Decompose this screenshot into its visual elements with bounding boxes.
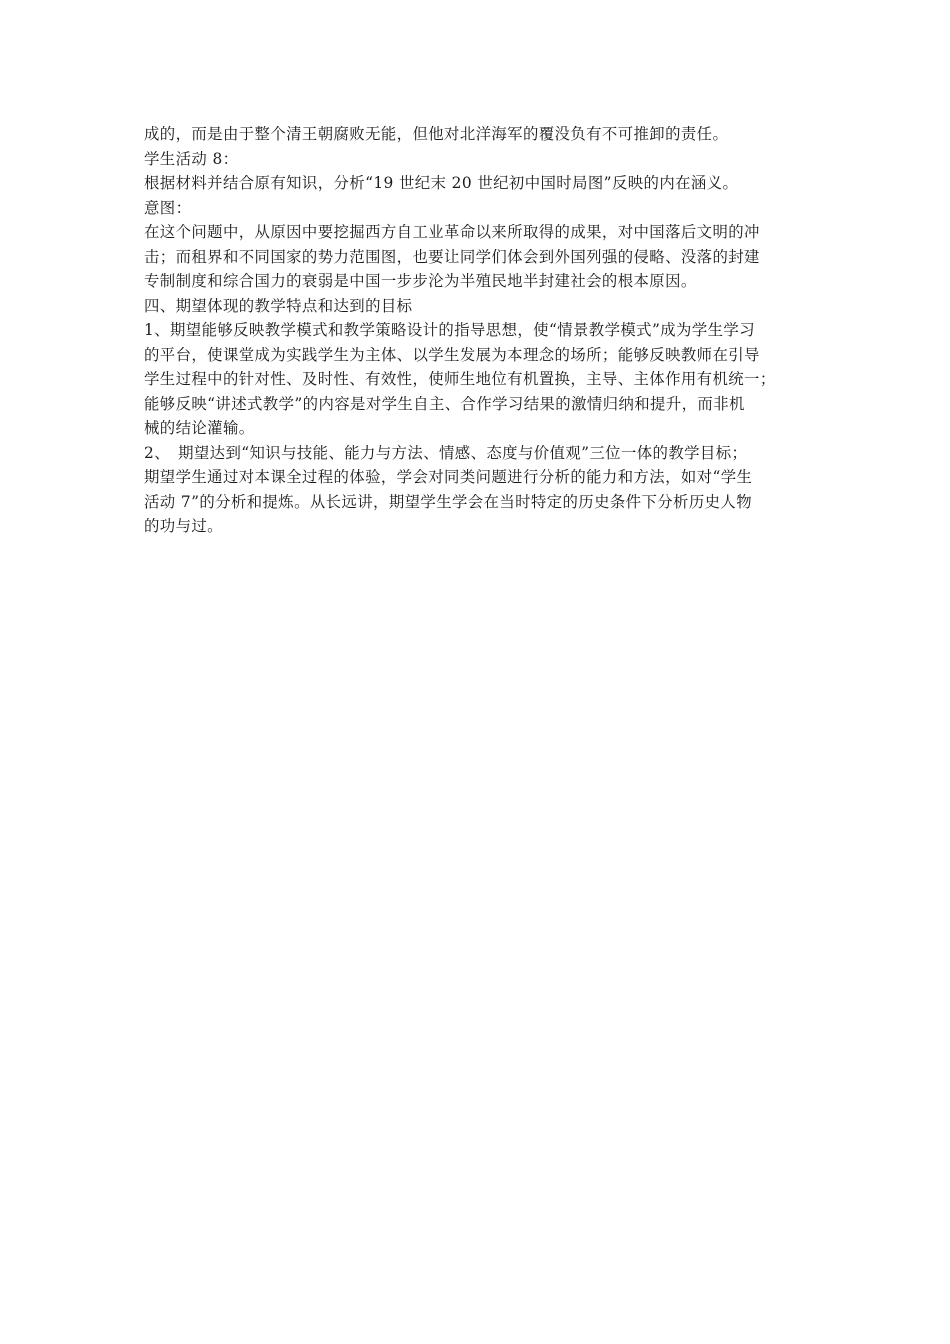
activity-heading: 学生活动 8：: [144, 149, 239, 168]
text-line: 成的，而是由于整个清王朝腐败无能，但他对北洋海军的覆没负有不可推卸的责任。: [144, 125, 729, 143]
text-line: 期望学生通过对本课全过程的体验，学会对同类问题进行分析的能力和方法，如对“学生: [144, 468, 753, 486]
document-body: [144, 122, 812, 539]
text-line: 2、 期望达到“知识与技能、能力与方法、情感、态度与价值观”三位一体的教学目标；: [144, 443, 748, 462]
intent-heading: 意图：: [144, 198, 192, 217]
text-line: 在这个问题中，从原因中要挖掘西方自工业革命以来所取得的成果，对中国落后文明的冲: [144, 223, 760, 241]
text-line: 的平台，使课堂成为实践学生为主体、以学生发展为本理念的场所；能够反映教师在引导: [144, 345, 760, 364]
text-line: 械的结论灌输。: [144, 419, 255, 437]
text-line: 能够反映“讲述式教学”的内容是对学生自主、合作学习结果的激情归纳和提升，而非机: [144, 394, 745, 413]
text-line: 学生过程中的针对性、及时性、有效性，使师生地位有机置换，主导、主体作用有机统一；: [144, 370, 776, 388]
section-heading: 四、期望体现的教学特点和达到的目标: [144, 296, 413, 315]
text-line: 击；而租界和不同国家的势力范围图，也要让同学们体会到外国列强的侵略、没落的封建: [144, 247, 760, 266]
text-line: 的功与过。: [144, 517, 223, 535]
text-line: 根据材料并结合原有知识，分析“19 世纪末 20 世纪初中国时局图”反映的内在涵义。: [144, 174, 739, 192]
text-line: 专制制度和综合国力的衰弱是中国一步步沦为半殖民地半封建社会的根本原因。: [144, 272, 697, 290]
text-line: 1、期望能够反映教学模式和教学策略设计的指导思想，使“情景教学模式”成为学生学习: [144, 321, 755, 339]
text-line: 活动 7”的分析和提炼。从长远讲，期望学生学会在当时特定的历史条件下分析历史人物: [144, 492, 753, 511]
